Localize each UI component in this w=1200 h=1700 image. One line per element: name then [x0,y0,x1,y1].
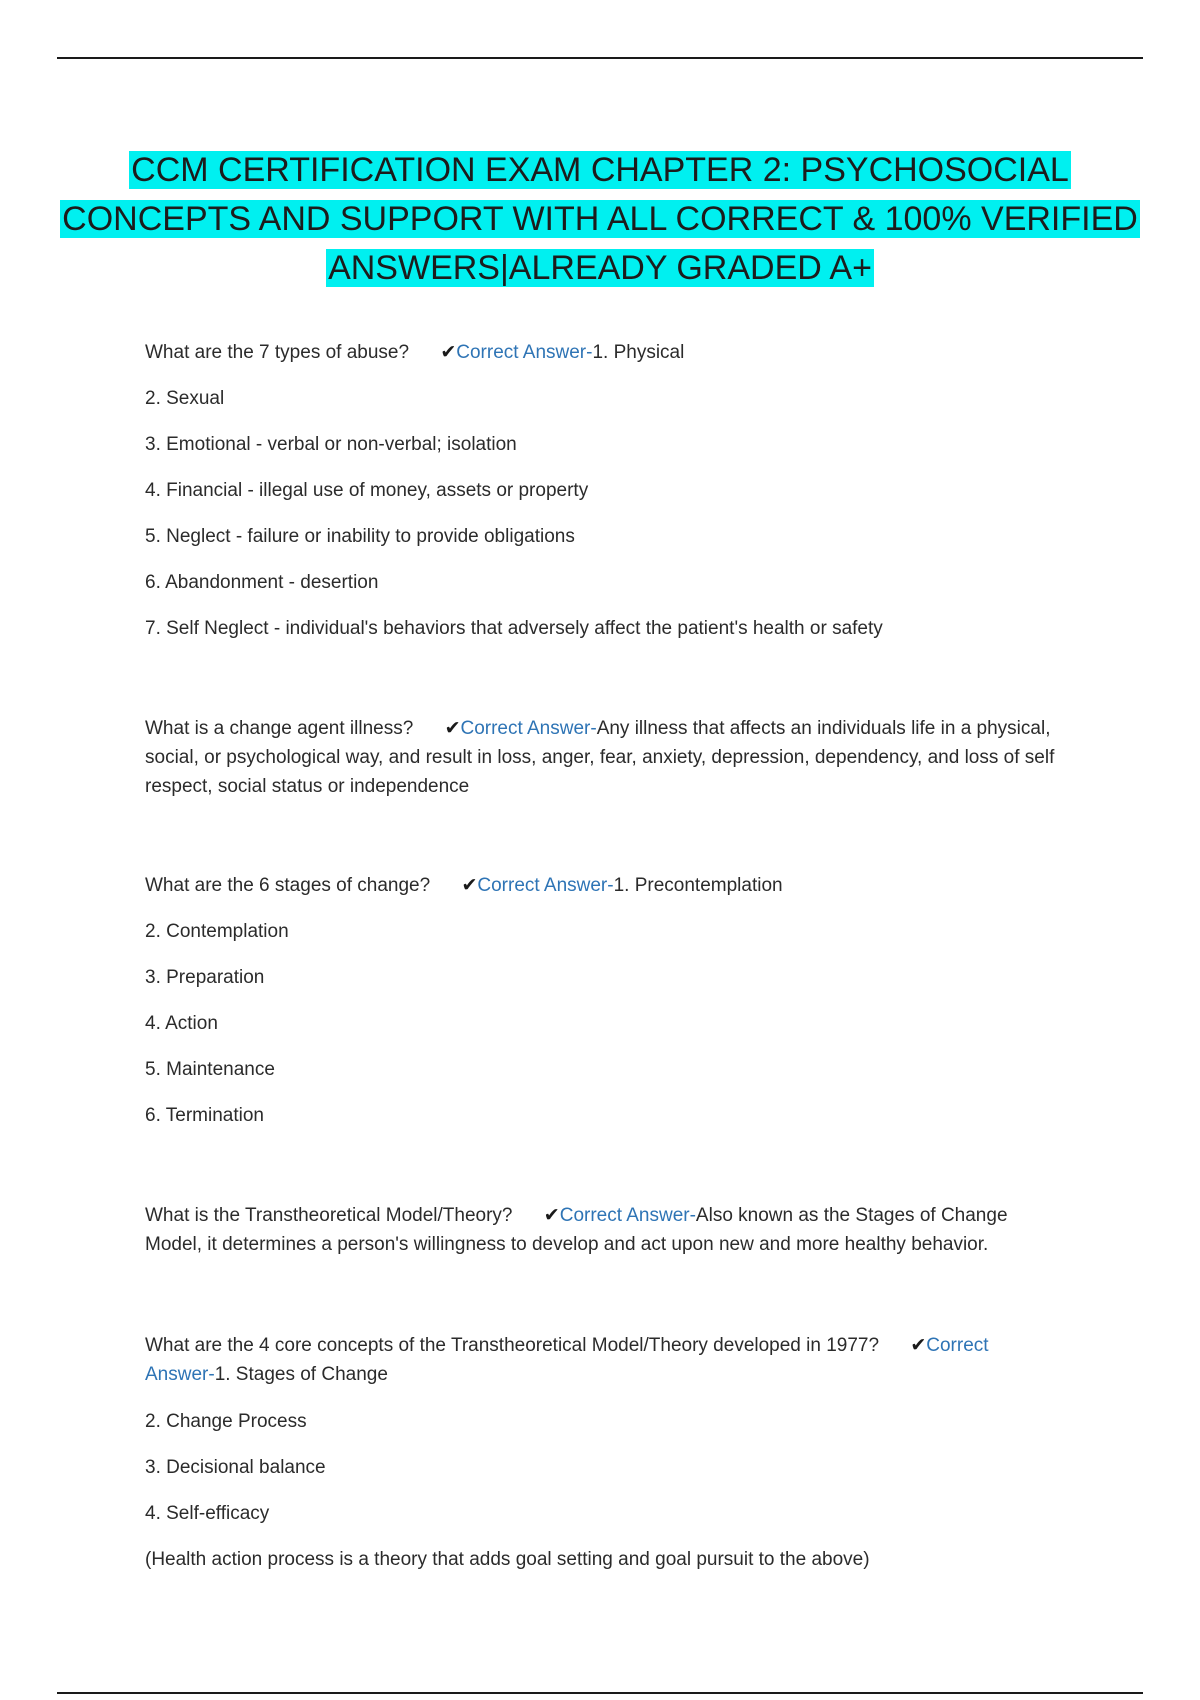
answer-line: 4. Financial - illegal use of money, assets or property [145,480,589,501]
checkmark-icon: ✔ [440,342,457,363]
checkmark-icon: ✔ [461,875,478,896]
answer-text: Any illness that affects an individuals life in a physical, social, or psychological way, and result in loss, anger, fear, anxiety, depression, dependency, and loss of self respect, social status or independence [145,718,1055,797]
answer-line: 5. Neglect - failure or inability to provide obligations [145,526,575,547]
correct-answer-label: Correct Answer- [477,875,614,896]
checkmark-icon: ✔ [910,1335,927,1356]
answer-line: 6. Abandonment - desertion [145,572,379,593]
title-highlight: CCM CERTIFICATION EXAM CHAPTER 2: PSYCHOSOCIAL CONCEPTS AND SUPPORT WITH ALL CORRECT & 100% VERIFIED ANSWERS|ALREADY GRADED A+ [62,151,1138,287]
qa-first-line [145,1201,1060,1259]
question-text: What is the Transtheoretical Model/Theory? [145,1205,513,1226]
footer-rule [57,1692,1143,1694]
qa-first-line [145,873,1060,899]
answer-line: 2. Contemplation [145,921,289,942]
qa-item [145,714,1060,801]
answer-text: 1. Precontemplation [613,875,783,896]
answer-line: 3. Preparation [145,967,265,988]
answer-line: 4. Action [145,1013,218,1034]
answer-line: (Health action process is a theory that adds goal setting and goal pursuit to the above) [145,1549,870,1570]
correct-answer-label: Correct Answer- [456,342,593,363]
answer-line: 2. Change Process [145,1411,307,1432]
answer-line: 4. Self-efficacy [145,1503,270,1524]
question-text: What is a change agent illness? [145,718,414,739]
answer-line: 3. Decisional balance [145,1457,326,1478]
document-title [60,146,1140,293]
question-text: What are the 4 core concepts of the Transtheoretical Model/Theory developed in 1977? [145,1335,880,1356]
qa-item [145,1331,1060,1573]
correct-answer-label: Correct Answer- [559,1205,696,1226]
qa-first-line [145,1331,1060,1389]
answer-line: 7. Self Neglect - individual's behaviors that adversely affect the patient's health or safety [145,618,883,639]
qa-list [145,340,1060,1593]
qa-item [145,873,1060,1129]
answer-line: 3. Emotional - verbal or non-verbal; isolation [145,434,517,455]
correct-answer-label: Correct Answer- [145,1335,989,1385]
answer-line: 2. Sexual [145,388,225,409]
answer-line: 6. Termination [145,1105,264,1126]
qa-first-line [145,714,1060,801]
question-text: What are the 7 types of abuse? [145,342,410,363]
answer-text: Also known as the Stages of Change Model, it determines a person's willingness to develop and act upon new and more healthy behavior. [145,1205,1008,1255]
checkmark-icon: ✔ [444,718,461,739]
qa-item [145,340,1060,642]
checkmark-icon: ✔ [543,1205,560,1226]
question-text: What are the 6 stages of change? [145,875,431,896]
qa-first-line [145,340,1060,366]
header-rule [57,57,1143,59]
answer-text: 1. Physical [592,342,685,363]
qa-item [145,1201,1060,1259]
correct-answer-label: Correct Answer- [460,718,597,739]
answer-text: 1. Stages of Change [214,1364,388,1385]
answer-line: 5. Maintenance [145,1059,275,1080]
